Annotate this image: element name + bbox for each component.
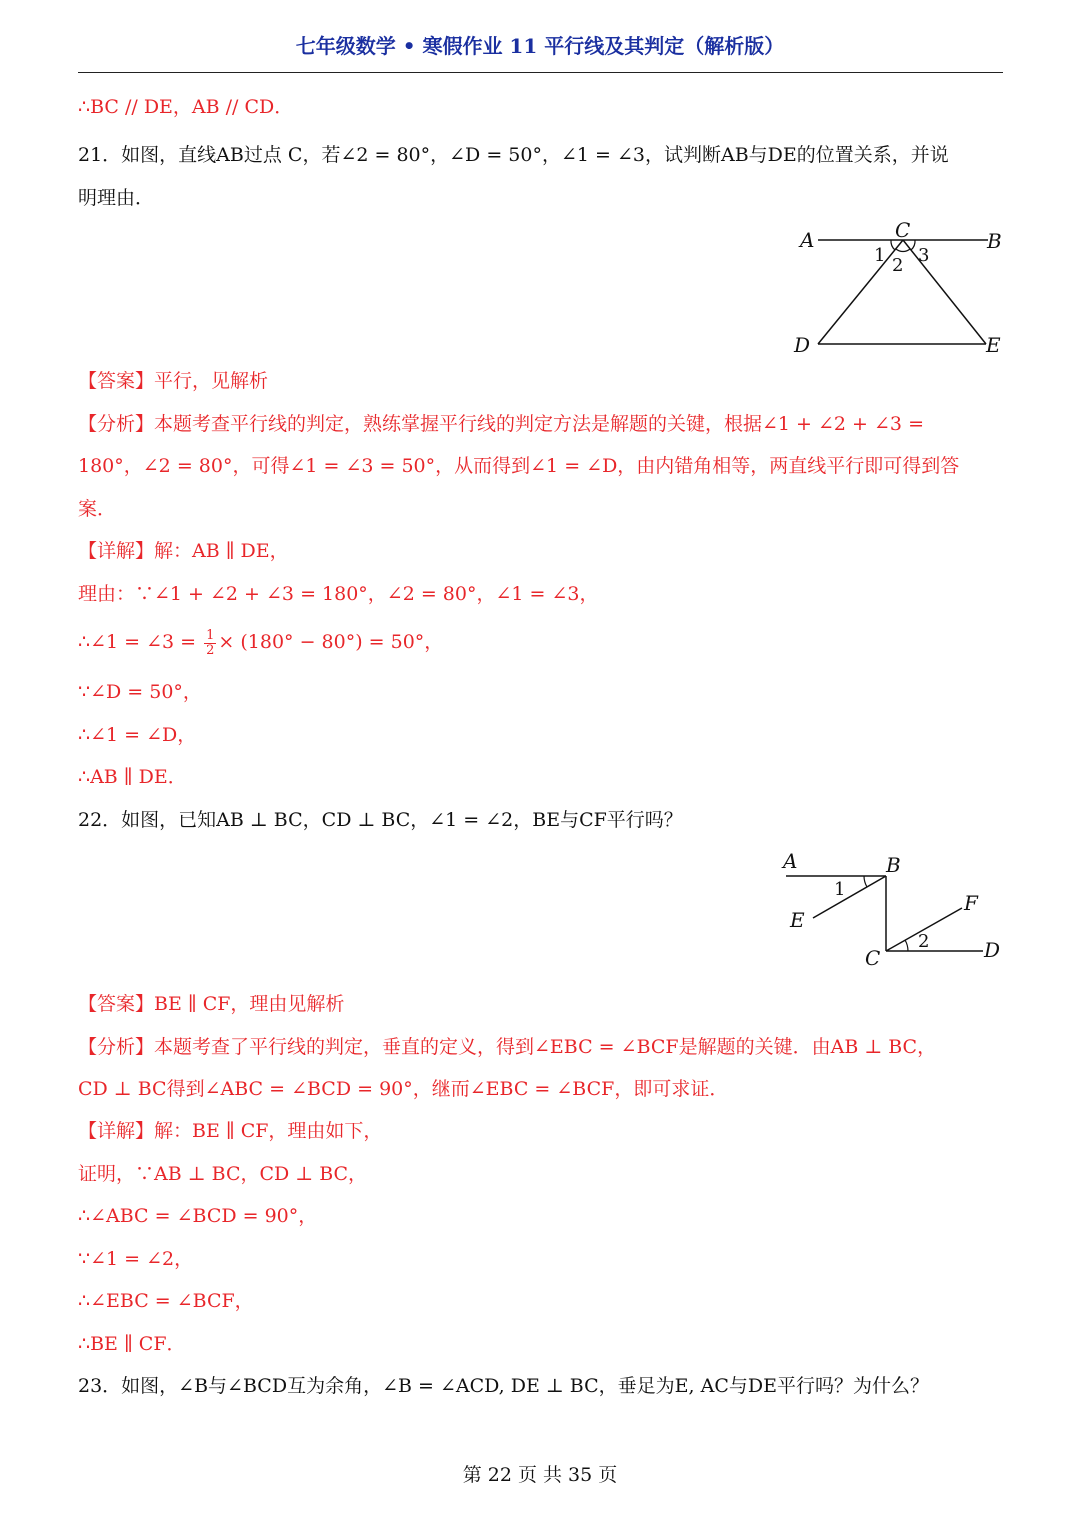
q22-label-e: E (790, 908, 805, 932)
q21-detail-line-2: 理由：∵∠1 + ∠2 + ∠3 = 180°，∠2 = 80°，∠1 = ∠3， (78, 583, 599, 605)
page-footer-number: 第 22 页 共 35 页 (462, 1464, 618, 1486)
q21-label-c: C (895, 218, 911, 242)
q21-angle-arc-3 (911, 240, 915, 250)
q21-detail-line-6: ∴AB ∥ DE． (78, 766, 187, 788)
q21-detail-line-5: ∴∠1 = ∠D， (78, 724, 197, 746)
q21-detail-line-4: ∵∠D = 50°， (78, 681, 202, 703)
q22-label-d: D (984, 938, 1001, 962)
fraction-denominator: 2 (206, 642, 215, 658)
q22-angle-arc-1 (864, 876, 867, 887)
q22-answer: 【答案】BE ∥ CF，理由见解析 (78, 993, 345, 1015)
q21-detail-3-suffix: × (180° − 80°) = 50°， (218, 631, 444, 653)
q21-analysis-line-1: 【分析】本题考查平行线的判定，熟练掌握平行线的判定方法是解题的关键，根据∠1 + ∠2 + ∠3 = (78, 413, 924, 435)
q22-detail-line-3: ∴∠ABC = ∠BCD = 90°， (78, 1205, 318, 1227)
q22-angle-label-2: 2 (918, 931, 930, 952)
q22-angle-label-1: 1 (834, 879, 846, 900)
q22-angle-arc-2 (905, 940, 908, 951)
fraction-numerator: 1 (206, 627, 215, 643)
q22-label-c: C (865, 946, 881, 970)
q21-detail-3-prefix: ∴∠1 = ∠3 = (78, 631, 203, 653)
q21-analysis-line-3: 案． (78, 498, 117, 520)
q21-label-a: A (800, 228, 815, 252)
q21-figure (790, 215, 1010, 360)
q22-analysis-line-2: CD ⊥ BC得到∠ABC = ∠BCD = 90°，继而∠EBC = ∠BCF，即可求证． (78, 1078, 729, 1100)
q21-detail-line-3 (78, 628, 1008, 658)
header-divider (78, 72, 1003, 73)
q21-segment-cd (818, 240, 903, 344)
q22-label-a: A (783, 849, 798, 873)
q22-figure (770, 848, 1010, 973)
q22-ray-be (813, 876, 886, 918)
q22-label-f: F (964, 891, 978, 915)
q23-question: 23．如图，∠B与∠BCD互为余角，∠B = ∠ACD, DE ⊥ BC，垂足为E, AC与DE平行吗？为什么？ (78, 1375, 929, 1397)
q21-question-line-2: 明理由． (78, 187, 155, 209)
q21-angle-label-3: 3 (918, 245, 930, 266)
q20-conclusion: ∴BC // DE，AB // CD． (78, 96, 294, 118)
q22-detail-line-1: 【详解】解：BE ∥ CF，理由如下， (78, 1120, 383, 1142)
q22-detail-line-6: ∴BE ∥ CF． (78, 1333, 186, 1355)
fraction-one-half (204, 629, 216, 658)
q21-detail-line-1: 【详解】解：AB ∥ DE， (78, 540, 289, 562)
q22-analysis-line-1: 【分析】本题考查了平行线的判定，垂直的定义，得到∠EBC = ∠BCF是解题的关键．由AB ⊥ BC， (78, 1036, 937, 1058)
q21-label-d: D (794, 333, 811, 357)
q21-answer: 【答案】平行，见解析 (78, 370, 269, 392)
q22-question: 22．如图，已知AB ⊥ BC，CD ⊥ BC，∠1 = ∠2，BE与CF平行吗？ (78, 809, 683, 831)
page-header-title: 七年级数学 • 寒假作业 11 平行线及其判定（解析版） (295, 34, 785, 58)
q21-angle-label-1: 1 (874, 245, 886, 266)
q21-question-line-1: 21．如图，直线AB过点 C，若∠2 = 80°，∠D = 50°，∠1 = ∠3，试判断AB与DE的位置关系，并说 (78, 144, 949, 166)
q22-detail-line-4: ∵∠1 = ∠2， (78, 1248, 194, 1270)
q22-label-b: B (886, 853, 901, 877)
q22-detail-line-2: 证明，∵AB ⊥ BC，CD ⊥ BC， (78, 1163, 368, 1185)
q21-label-b: B (987, 229, 1002, 253)
q21-analysis-line-2: 180°，∠2 = 80°，可得∠1 = ∠3 = 50°，从而得到∠1 = ∠D，由内错角相等，两直线平行即可得到答 (78, 455, 960, 477)
q21-segment-ce (903, 240, 986, 344)
q21-angle-arc-2 (896, 249, 910, 252)
q21-angle-label-2: 2 (892, 255, 904, 276)
q22-detail-line-5: ∴∠EBC = ∠BCF， (78, 1290, 254, 1312)
q21-label-e: E (986, 333, 1001, 357)
